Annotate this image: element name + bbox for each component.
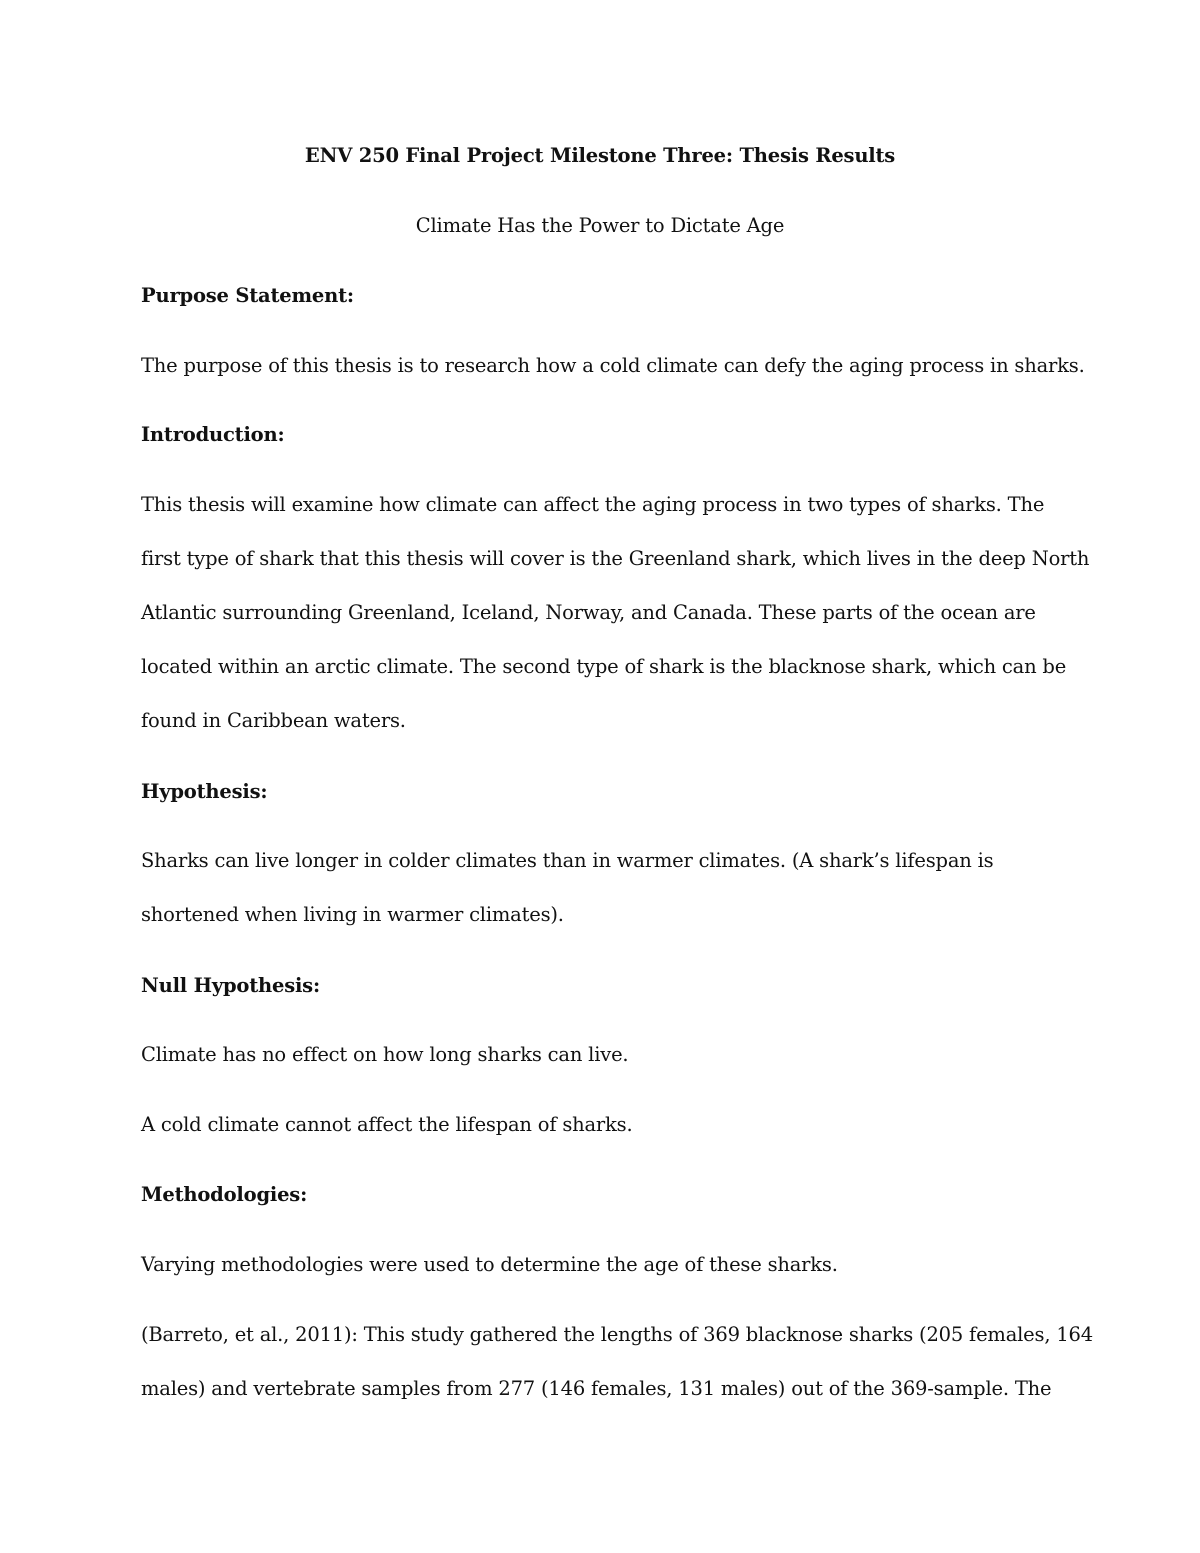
introduction-line: Atlantic surrounding Greenland, Iceland, Norway, and Canada. These parts of the ocean are bbox=[141, 601, 1036, 624]
methodologies-line: (Barreto, et al., 2011): This study gathered the lengths of 369 blacknose sharks (205 females, 164 bbox=[141, 1323, 1093, 1346]
null-hypothesis-heading: Null Hypothesis: bbox=[141, 974, 320, 997]
introduction-heading: Introduction: bbox=[141, 423, 285, 446]
purpose-heading: Purpose Statement: bbox=[141, 284, 354, 307]
document-title: ENV 250 Final Project Milestone Three: Thesis Results bbox=[304, 144, 896, 167]
methodologies-heading: Methodologies: bbox=[141, 1183, 308, 1206]
methodologies-line: Varying methodologies were used to determine the age of these sharks. bbox=[141, 1253, 838, 1276]
hypothesis-line: shortened when living in warmer climates). bbox=[141, 903, 564, 926]
introduction-line: This thesis will examine how climate can affect the aging process in two types of sharks. The bbox=[141, 493, 1045, 516]
purpose-line: The purpose of this thesis is to research how a cold climate can defy the aging process in sharks. bbox=[141, 354, 1085, 377]
null-hypothesis-line: Climate has no effect on how long sharks can live. bbox=[141, 1043, 629, 1066]
introduction-line: first type of shark that this thesis will cover is the Greenland shark, which lives in the deep North bbox=[141, 547, 1090, 570]
methodologies-line: males) and vertebrate samples from 277 (146 females, 131 males) out of the 369-sample. The bbox=[141, 1377, 1052, 1400]
document-subtitle: Climate Has the Power to Dictate Age bbox=[415, 214, 785, 237]
hypothesis-heading: Hypothesis: bbox=[141, 780, 268, 803]
hypothesis-line: Sharks can live longer in colder climates than in warmer climates. (A shark’s lifespan is bbox=[141, 849, 994, 872]
introduction-line: located within an arctic climate. The second type of shark is the blacknose shark, which can be bbox=[141, 655, 1067, 678]
introduction-line: found in Caribbean waters. bbox=[141, 709, 406, 732]
null-hypothesis-line: A cold climate cannot affect the lifespan of sharks. bbox=[141, 1113, 633, 1136]
